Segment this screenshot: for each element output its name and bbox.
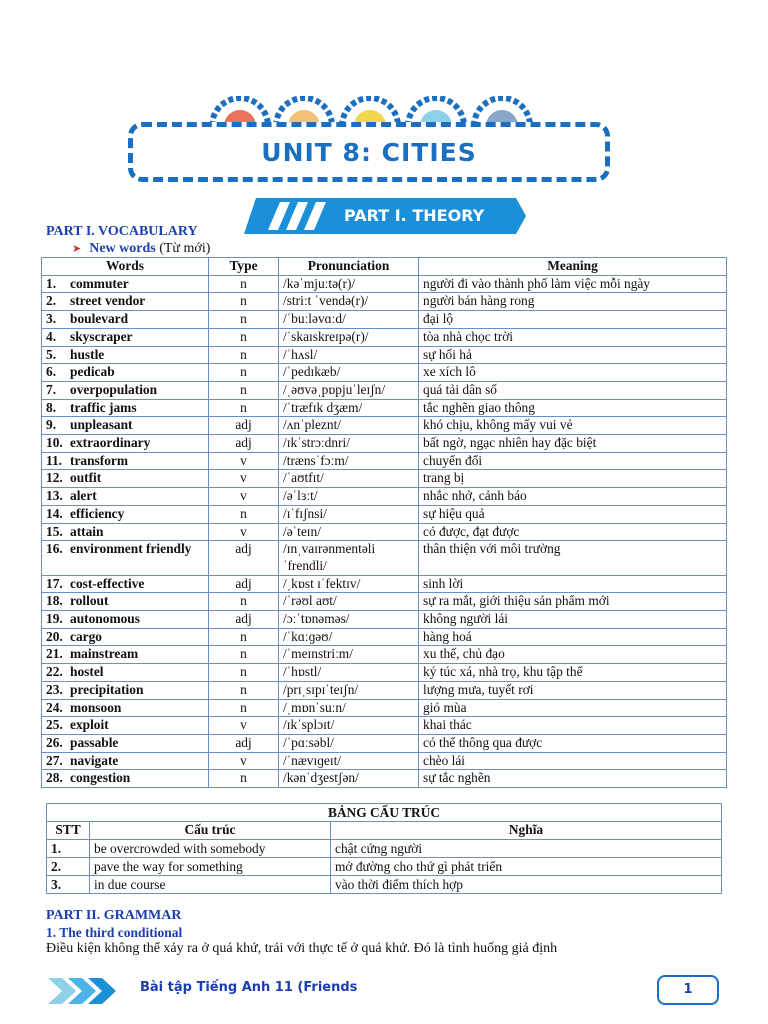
meaning-cell: ký túc xá, nhà trọ, khu tập thể: [419, 664, 727, 682]
table-row: [42, 523, 727, 541]
pronunciation-cell: /ɪkˈstrɔːdnri/: [279, 435, 419, 453]
structure-rows: [47, 804, 722, 894]
type-cell: n: [209, 699, 279, 717]
table-row: [42, 435, 727, 453]
row-number: 7.: [46, 381, 57, 397]
word-text: alert: [70, 488, 97, 504]
meaning-cell: người đi vào thành phố làm việc mỗi ngày: [419, 275, 727, 293]
row-number: 6.: [46, 364, 57, 380]
meaning-cell: sự hối hả: [419, 346, 727, 364]
word-cell: [42, 770, 209, 788]
structure-cell: pave the way for something: [90, 857, 331, 875]
word-text: precipitation: [70, 681, 144, 697]
meaning-cell: khai thác: [419, 717, 727, 735]
type-cell: n: [209, 593, 279, 611]
vocabulary-rows: [42, 275, 727, 787]
word-cell: [42, 328, 209, 346]
type-cell: n: [209, 364, 279, 382]
type-cell: n: [209, 505, 279, 523]
row-number: 2.: [46, 293, 57, 309]
meaning-cell: đại lộ: [419, 311, 727, 329]
pronunciation-cell: /ˈskaɪskreɪpə(r)/: [279, 328, 419, 346]
meaning-cell: người bán hàng rong: [419, 293, 727, 311]
pronunciation-cell: /ˈpedɪkæb/: [279, 364, 419, 382]
word-text: navigate: [70, 752, 119, 768]
word-cell: [42, 575, 209, 593]
pronunciation-cell: /ˈaʊtfɪt/: [279, 470, 419, 488]
type-cell: v: [209, 452, 279, 470]
word-text: monsoon: [70, 699, 122, 715]
pronunciation-cell: /striːt ˈvendə(r)/: [279, 293, 419, 311]
type-cell: v: [209, 523, 279, 541]
table-row: [42, 717, 727, 735]
word-cell: [42, 717, 209, 735]
meaning-cell: sự tắc nghẽn: [419, 770, 727, 788]
structure-caption: BẢNG CẤU TRÚC: [47, 804, 722, 822]
word-cell: [42, 399, 209, 417]
table-row: [42, 664, 727, 682]
unit-title: UNIT 8: CITIES: [261, 137, 477, 167]
type-cell: v: [209, 470, 279, 488]
meaning-cell: nhắc nhở, cảnh báo: [419, 488, 727, 506]
pronunciation-cell: /ˈrəʊl aʊt/: [279, 593, 419, 611]
column-header: STT: [47, 822, 90, 840]
pronunciation-cell: /ɪnˌvaɪrənmentəli ˈfrendli/: [279, 541, 419, 575]
row-number: 13.: [46, 488, 63, 504]
pronunciation-cell: /ˌmɒnˈsuːn/: [279, 699, 419, 717]
word-cell: [42, 417, 209, 435]
row-number: 8.: [46, 399, 57, 415]
column-header: Pronunciation: [279, 258, 419, 276]
table-row: [42, 470, 727, 488]
table-row: [42, 752, 727, 770]
type-cell: v: [209, 488, 279, 506]
meaning-cell: xu thế, chủ đạo: [419, 646, 727, 664]
row-number: 15.: [46, 523, 63, 539]
table-row: [42, 734, 727, 752]
row-number: 23.: [46, 681, 63, 697]
word-cell: [42, 593, 209, 611]
meaning-cell: hàng hoá: [419, 628, 727, 646]
type-cell: n: [209, 646, 279, 664]
meaning-cell: sự ra mắt, giới thiệu sản phẩm mới: [419, 593, 727, 611]
meaning-cell: quá tải dân số: [419, 381, 727, 399]
table-row: [47, 875, 722, 893]
word-text: passable: [70, 734, 119, 750]
pronunciation-cell: /ˈpɑːsəbl/: [279, 734, 419, 752]
row-number: 25.: [46, 717, 63, 733]
row-number: 28.: [46, 770, 63, 786]
type-cell: n: [209, 381, 279, 399]
table-row: [42, 770, 727, 788]
word-cell: [42, 452, 209, 470]
row-number: 18.: [46, 593, 63, 609]
row-number: 20.: [46, 628, 63, 644]
pronunciation-cell: /ˈnævɪɡeɪt/: [279, 752, 419, 770]
row-number: 17.: [46, 575, 63, 591]
table-row: [42, 364, 727, 382]
meaning-cell: trang bị: [419, 470, 727, 488]
column-header: Words: [42, 258, 209, 276]
table-caption-row: [47, 804, 722, 822]
table-row: [42, 593, 727, 611]
type-cell: adj: [209, 575, 279, 593]
type-cell: v: [209, 717, 279, 735]
type-cell: n: [209, 399, 279, 417]
pronunciation-cell: /ˈhʌsl/: [279, 346, 419, 364]
structure-table: [46, 803, 722, 894]
type-cell: adj: [209, 734, 279, 752]
word-cell: [42, 541, 209, 575]
table-row: [42, 452, 727, 470]
part-theory-label: PART I. THEORY: [344, 206, 485, 225]
meaning-cell: mở đường cho thứ gì phát triển: [331, 857, 722, 875]
pronunciation-cell: /kənˈdʒestʃən/: [279, 770, 419, 788]
pronunciation-cell: /ˈhɒstl/: [279, 664, 419, 682]
pronunciation-cell: /ɪkˈsplɔɪt/: [279, 717, 419, 735]
meaning-cell: chuyển đổi: [419, 452, 727, 470]
word-cell: [42, 488, 209, 506]
new-words-note: (Từ mới): [159, 241, 211, 256]
word-cell: [42, 752, 209, 770]
arrow-bullet-icon: ➤: [72, 243, 82, 255]
table-header-row: [42, 258, 727, 276]
meaning-cell: có thể thông qua được: [419, 734, 727, 752]
meaning-cell: lượng mưa, tuyết rơi: [419, 681, 727, 699]
meaning-cell: xe xích lô: [419, 364, 727, 382]
type-cell: n: [209, 664, 279, 682]
word-cell: [42, 470, 209, 488]
word-text: mainstream: [70, 646, 139, 662]
row-number: 1.: [46, 275, 57, 291]
row-number: 9.: [46, 417, 57, 433]
grammar-heading: PART II. GRAMMAR: [46, 908, 182, 923]
meaning-cell: vào thời điểm thích hợp: [331, 875, 722, 893]
unit-title-banner: [128, 122, 610, 182]
word-text: pedicab: [70, 364, 115, 380]
table-row: [42, 628, 727, 646]
word-cell: [42, 293, 209, 311]
row-number: 22.: [46, 664, 63, 680]
page-number: 1: [657, 975, 719, 1005]
type-cell: n: [209, 328, 279, 346]
table-row: [42, 275, 727, 293]
word-text: autonomous: [70, 611, 140, 627]
pronunciation-cell: /əˈlɜːt/: [279, 488, 419, 506]
word-cell: [42, 505, 209, 523]
table-row: [42, 488, 727, 506]
word-cell: [42, 381, 209, 399]
word-cell: [42, 734, 209, 752]
row-number: 16.: [46, 541, 63, 557]
vocabulary-heading: PART I. VOCABULARY: [46, 224, 198, 239]
vocabulary-table: [41, 257, 727, 788]
meaning-cell: bất ngờ, ngạc nhiên hay đặc biệt: [419, 435, 727, 453]
chevron-right-icon: [48, 976, 120, 1006]
table-row: [42, 328, 727, 346]
table-row: [42, 611, 727, 629]
pronunciation-cell: /ˈtræfɪk dʒæm/: [279, 399, 419, 417]
structure-cell: be overcrowded with somebody: [90, 839, 331, 857]
table-row: [42, 646, 727, 664]
row-number: 3.: [46, 311, 57, 327]
table-row: [42, 505, 727, 523]
meaning-cell: sự hiệu quả: [419, 505, 727, 523]
word-cell: [42, 646, 209, 664]
part-theory-tab: [244, 198, 526, 234]
type-cell: adj: [209, 611, 279, 629]
type-cell: adj: [209, 417, 279, 435]
table-row: [42, 346, 727, 364]
word-cell: [42, 435, 209, 453]
meaning-cell: tắc nghẽn giao thông: [419, 399, 727, 417]
type-cell: n: [209, 311, 279, 329]
word-text: unpleasant: [70, 417, 133, 433]
type-cell: n: [209, 346, 279, 364]
column-header: Meaning: [419, 258, 727, 276]
row-number: 10.: [46, 435, 63, 451]
meaning-cell: chèo lái: [419, 752, 727, 770]
table-row: [42, 575, 727, 593]
word-cell: [42, 628, 209, 646]
pronunciation-cell: /ˈkɑːɡəʊ/: [279, 628, 419, 646]
meaning-cell: có được, đạt được: [419, 523, 727, 541]
pronunciation-cell: /kəˈmjuːtə(r)/: [279, 275, 419, 293]
pronunciation-cell: /ˌəʊvəˌpɒpjuˈleɪʃn/: [279, 381, 419, 399]
word-text: hostel: [70, 664, 104, 680]
word-cell: [42, 346, 209, 364]
row-number: 1.: [47, 839, 90, 857]
word-text: boulevard: [70, 311, 129, 327]
meaning-cell: gió mùa: [419, 699, 727, 717]
word-cell: [42, 681, 209, 699]
row-number: 5.: [46, 346, 57, 362]
meaning-cell: sinh lời: [419, 575, 727, 593]
row-number: 14.: [46, 505, 63, 521]
pronunciation-cell: /ɔːˈtɒnəməs/: [279, 611, 419, 629]
word-text: rollout: [70, 593, 109, 609]
row-number: 24.: [46, 699, 63, 715]
pronunciation-cell: /əˈteɪn/: [279, 523, 419, 541]
grammar-definition: Điều kiện không thể xảy ra ở quá khứ, trái với thực tế ở quá khứ. Đó là tình huống giả định: [46, 941, 558, 956]
word-text: skyscraper: [70, 328, 133, 344]
type-cell: n: [209, 628, 279, 646]
row-number: 26.: [46, 734, 63, 750]
word-text: efficiency: [70, 505, 125, 521]
type-cell: n: [209, 681, 279, 699]
word-text: cost-effective: [70, 575, 145, 591]
pronunciation-cell: /ˌkɒst ɪˈfektɪv/: [279, 575, 419, 593]
pronunciation-cell: /trænsˈfɔːm/: [279, 452, 419, 470]
type-cell: adj: [209, 435, 279, 453]
row-number: 4.: [46, 328, 57, 344]
row-number: 11.: [46, 452, 62, 468]
table-row: [42, 541, 727, 575]
row-number: 19.: [46, 611, 63, 627]
word-text: street vendor: [70, 293, 146, 309]
row-number: 3.: [47, 875, 90, 893]
pronunciation-cell: /ˈbuːləvɑːd/: [279, 311, 419, 329]
column-header: Nghĩa: [331, 822, 722, 840]
meaning-cell: không người lái: [419, 611, 727, 629]
column-header: Cấu trúc: [90, 822, 331, 840]
table-row: [42, 699, 727, 717]
word-text: overpopulation: [70, 381, 158, 397]
type-cell: n: [209, 770, 279, 788]
word-text: environment friendly: [70, 541, 192, 557]
word-text: outfit: [70, 470, 102, 486]
row-number: 12.: [46, 470, 63, 486]
word-text: hustle: [70, 346, 105, 362]
row-number: 2.: [47, 857, 90, 875]
word-text: transform: [70, 452, 129, 468]
word-cell: [42, 311, 209, 329]
word-text: commuter: [70, 275, 129, 291]
word-cell: [42, 275, 209, 293]
type-cell: adj: [209, 541, 279, 575]
meaning-cell: tòa nhà chọc trời: [419, 328, 727, 346]
pronunciation-cell: /ˈmeɪnstriːm/: [279, 646, 419, 664]
word-cell: [42, 699, 209, 717]
table-row: [42, 311, 727, 329]
table-header-row: [47, 822, 722, 840]
table-row: [47, 839, 722, 857]
meaning-cell: khó chịu, không mấy vui vẻ: [419, 417, 727, 435]
pronunciation-cell: /prɪˌsɪpɪˈteɪʃn/: [279, 681, 419, 699]
word-text: exploit: [70, 717, 109, 733]
word-text: extraordinary: [70, 435, 151, 451]
table-row: [42, 293, 727, 311]
word-cell: [42, 664, 209, 682]
third-conditional-heading: 1. The third conditional: [46, 925, 183, 940]
structure-cell: in due course: [90, 875, 331, 893]
type-cell: n: [209, 275, 279, 293]
row-number: 27.: [46, 752, 63, 768]
table-row: [42, 381, 727, 399]
word-cell: [42, 523, 209, 541]
word-text: cargo: [70, 628, 102, 644]
word-cell: [42, 364, 209, 382]
table-row: [47, 857, 722, 875]
pronunciation-cell: /ɪˈfɪʃnsi/: [279, 505, 419, 523]
column-header: Type: [209, 258, 279, 276]
table-row: [42, 417, 727, 435]
word-text: congestion: [70, 770, 131, 786]
word-text: attain: [70, 523, 104, 539]
table-row: [42, 399, 727, 417]
word-text: traffic jams: [70, 399, 137, 415]
table-row: [42, 681, 727, 699]
type-cell: n: [209, 293, 279, 311]
word-cell: [42, 611, 209, 629]
meaning-cell: thân thiện với môi trường: [419, 541, 727, 575]
meaning-cell: chật cứng người: [331, 839, 722, 857]
new-words-line: [72, 241, 210, 257]
footer-book-title: Bài tập Tiếng Anh 11 (Friends: [140, 980, 358, 995]
row-number: 21.: [46, 646, 63, 662]
type-cell: v: [209, 752, 279, 770]
new-words-label: New words: [89, 241, 156, 256]
pronunciation-cell: /ʌnˈpleznt/: [279, 417, 419, 435]
